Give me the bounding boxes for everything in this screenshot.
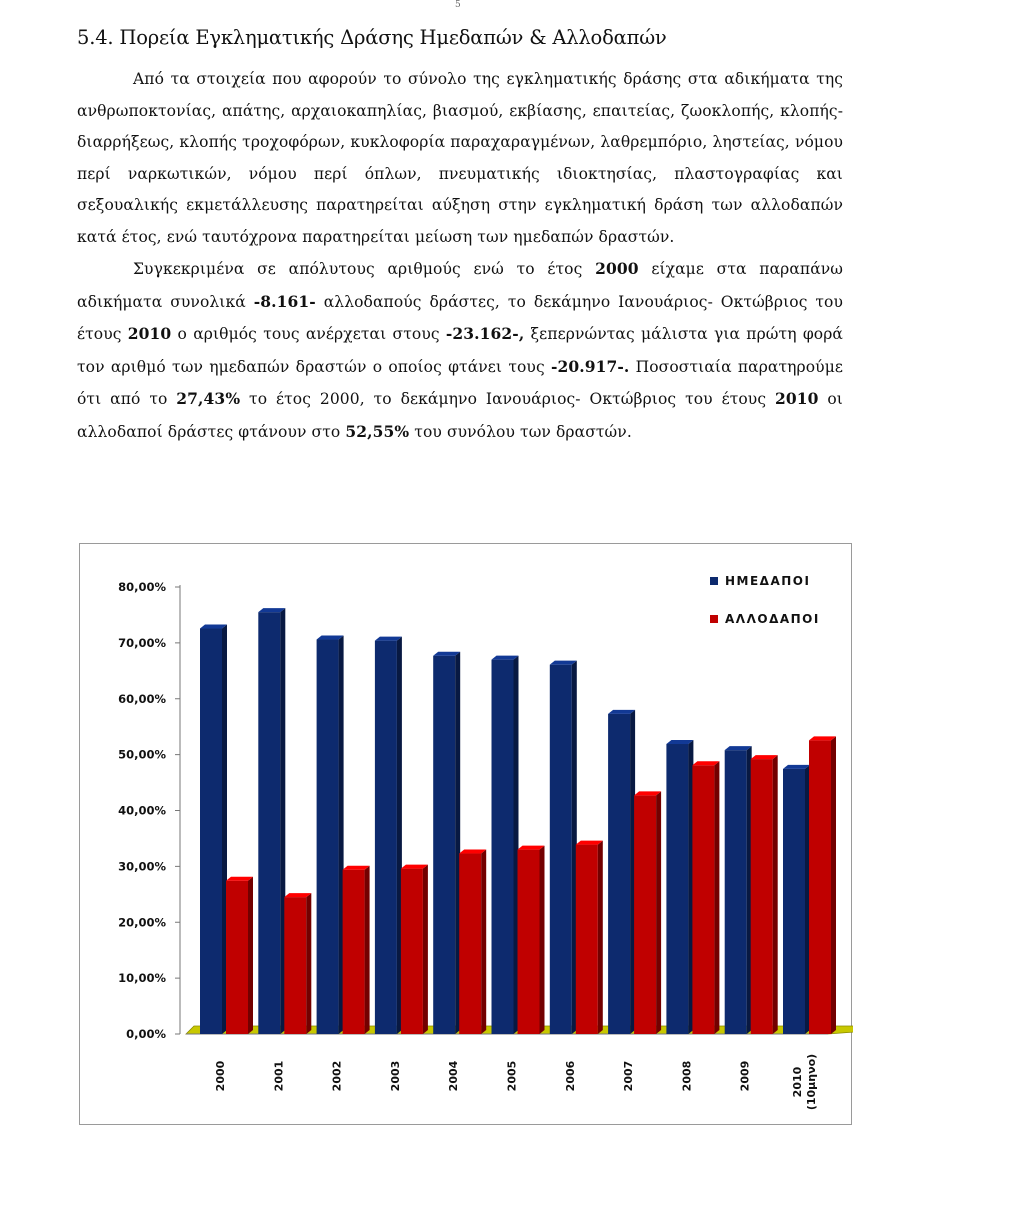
bar-allodapoi — [284, 897, 306, 1034]
bar-allodapoi — [401, 869, 423, 1034]
bar-side-allodapoi — [306, 893, 311, 1034]
x-tick-label: 2003 — [388, 1060, 402, 1092]
bar-allodapoi — [343, 870, 365, 1034]
paragraph-2: Συγκεκριμένα σε απόλυτους αριθμούς ενώ το έτος 2000 είχαμε στα παραπάνω αδικήματα συνολικά -8.161- αλλοδαπούς δράστες, το δεκάμηνο Ιανουάριος- Οκτώβριος του έτους 2010 ο αριθμός τους ανέρχεται στους -23.162-, ξεπερνώντας μάλιστα για πρώτη φορά τον αριθμό των ημεδαπών δραστών ο οποίος φτάνει τους -20.917-. Ποσοστιαία παρατηρούμε ότι από το 27,43% το έτος 2000, το δεκάμηνο Ιανουάριος- Οκτώβριος του έτους 2010 οι αλλοδαποί δράστες φτάνουν στο 52,55% του συνόλου των δραστών. — [77, 259, 844, 441]
legend-label-allodapoi: ΑΛΛΟΔΑΠΟΙ — [725, 612, 820, 626]
bar-chart — [80, 544, 853, 1126]
x-tick-label: 2002 — [330, 1060, 344, 1092]
x-tick-label: 2008 — [680, 1060, 694, 1092]
bar-side-allodapoi — [831, 736, 836, 1034]
bar-side-allodapoi — [248, 877, 253, 1034]
x-tick-label: 2000 — [214, 1060, 227, 1092]
bar-allodapoi — [518, 850, 540, 1034]
bar-hmedapoi — [492, 660, 514, 1034]
x-tick-label: 2004 — [447, 1060, 461, 1092]
y-tick-label: 0,00% — [126, 1027, 166, 1041]
body-text — [77, 64, 843, 448]
legend-swatch — [710, 577, 718, 585]
x-tick-label: 2010 — [791, 1066, 804, 1098]
bar-hmedapoi — [258, 612, 280, 1034]
y-tick-label: 20,00% — [118, 915, 166, 930]
bar-side-allodapoi — [423, 865, 428, 1034]
bar-allodapoi — [809, 740, 831, 1034]
y-tick-label: 50,00% — [118, 747, 166, 762]
x-tick-label: 2005 — [505, 1060, 519, 1092]
bar-hmedapoi — [200, 629, 222, 1034]
x-tick-label: 2007 — [622, 1060, 636, 1092]
y-tick-label: 30,00% — [118, 859, 166, 874]
bar-hmedapoi — [783, 769, 805, 1034]
bar-allodapoi — [634, 795, 656, 1034]
x-tick-label: 2009 — [738, 1060, 752, 1092]
bar-hmedapoi — [433, 656, 455, 1034]
x-tick-label: 2006 — [563, 1060, 577, 1092]
chart-frame — [79, 543, 852, 1125]
bar-side-allodapoi — [598, 841, 603, 1034]
bar-allodapoi — [751, 759, 773, 1034]
bar-side-allodapoi — [540, 846, 545, 1034]
y-tick-label: 40,00% — [118, 803, 166, 818]
legend-label-hmedapoi: ΗΜΕΔΑΠΟΙ — [725, 574, 811, 588]
bar-side-allodapoi — [773, 755, 778, 1034]
bar-side-allodapoi — [481, 850, 486, 1034]
y-tick-label: 70,00% — [118, 635, 166, 650]
bar-hmedapoi — [375, 641, 397, 1034]
bar-hmedapoi — [608, 714, 630, 1034]
bar-hmedapoi — [317, 640, 339, 1034]
legend-swatch — [710, 615, 718, 623]
bar-side-allodapoi — [365, 866, 370, 1034]
bar-hmedapoi — [725, 750, 747, 1034]
x-tick-label: 2001 — [272, 1060, 286, 1092]
bar-side-allodapoi — [656, 791, 661, 1034]
bar-allodapoi — [459, 854, 481, 1034]
bar-allodapoi — [576, 845, 598, 1034]
y-tick-label: 10,00% — [118, 971, 166, 986]
y-tick-label: 80,00% — [118, 580, 166, 594]
x-tick-label: (10μηνο) — [805, 1053, 818, 1111]
bar-side-allodapoi — [714, 761, 719, 1034]
paragraph-1: Από τα στοιχεία που αφορούν το σύνολο της εγκληματικής δράσης στα αδικήματα της ανθρωποκτονίας, απάτης, αρχαιοκαπηλίας, βιασμού, εκβίασης, επαιτείας, ζωοκλοπής, κλοπής-διαρρήξεως, κλοπής τροχοφόρων, κυκλοφορία παραχαραγμένων, λαθρεμπόριο, ληστείας, νόμου περί ναρκωτικών, νόμου περί όπλων, πνευματικής ιδιοκτησίας, πλαστογραφίας και σεξουαλικής εκμετάλλευσης παρατηρείται αύξηση στην εγκληματική δράση των αλλοδαπών κατά έτος, ενώ ταυτόχρονα παρατηρείται μείωση των ημεδαπών δραστών. — [77, 70, 844, 246]
bar-allodapoi — [226, 881, 248, 1034]
section-heading: 5.4. Πορεία Εγκληματικής Δράσης Ημεδαπών & Αλλοδαπών — [77, 26, 667, 49]
page-number-mark: 5 — [455, 0, 461, 10]
bar-hmedapoi — [666, 744, 688, 1034]
bar-allodapoi — [692, 765, 714, 1034]
bar-hmedapoi — [550, 665, 572, 1034]
y-tick-label: 60,00% — [118, 691, 166, 706]
